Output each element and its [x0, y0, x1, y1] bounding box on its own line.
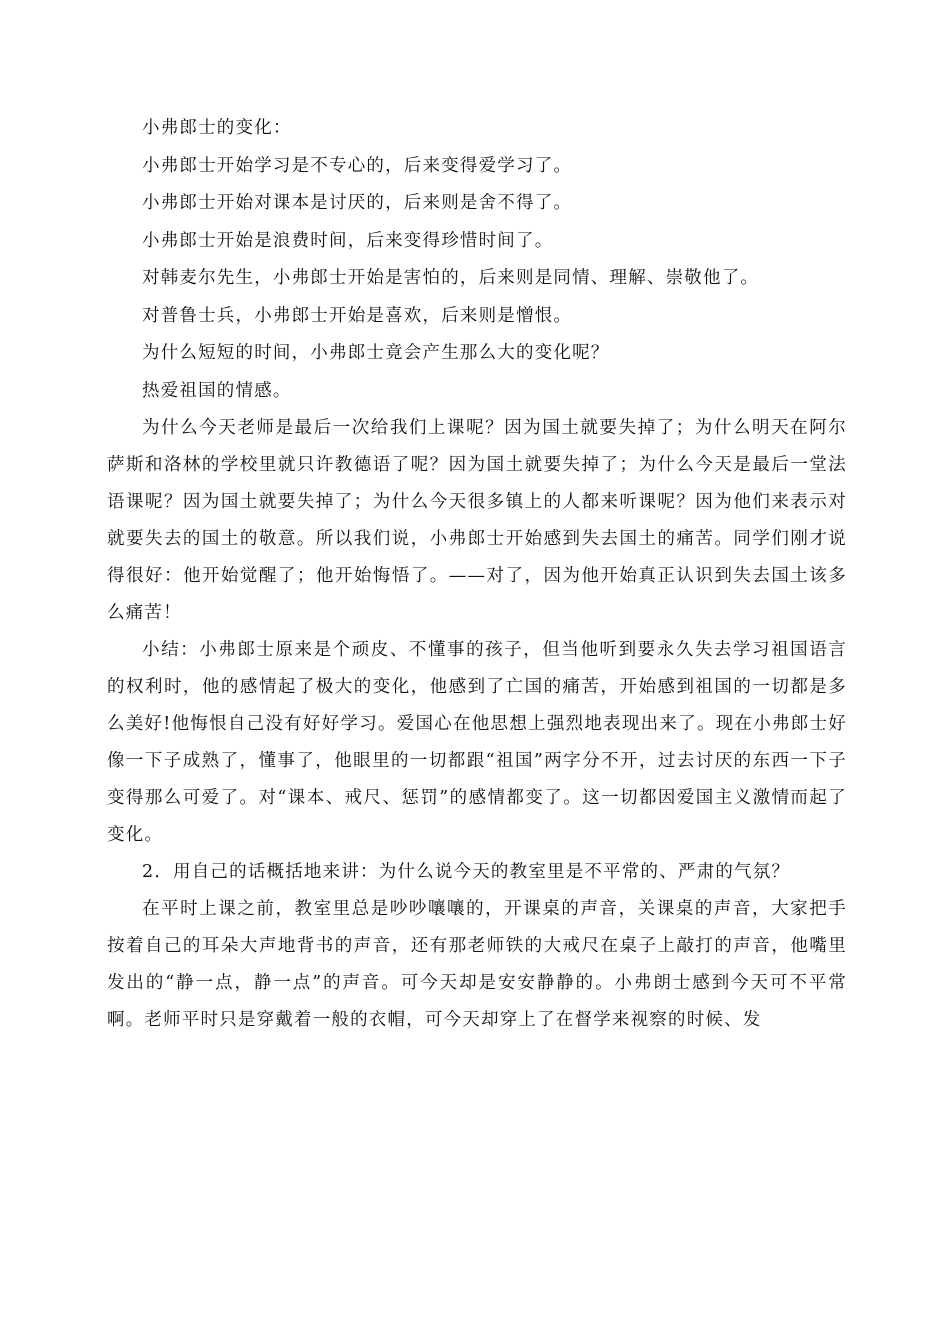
- paragraph-change-study: 小弗郎士开始学习是不专心的，后来变得爱学习了。: [142, 155, 573, 176]
- paragraph-heading-changes: 小弗郎士的变化：: [142, 118, 292, 138]
- paragraph-change-soldiers: 对普鲁士兵，小弗郎士开始是喜欢，后来则是憎恨。: [142, 305, 573, 326]
- paragraph-change-teacher: 对韩麦尔先生，小弗郎士开始是害怕的，后来则是同情、理解、崇敬他了。: [142, 268, 760, 288]
- paragraph-question-2: 2．用自己的话概括地来讲：为什么说今天的教室里是不平常的、严肃的气氛？: [142, 862, 791, 882]
- paragraph-explanation: 为什么今天老师是最后一次给我们上课呢？因为国土就要失掉了；为什么明天在阿尔萨斯和洛林的学校里就只许教德语了呢？因为国土就要失掉了；为什么今天是最后一堂法语课呢？因为国土就要失掉了；为什么今天很多镇上的人都来听课呢？因为他们来表示对就要失去的国土的敬意。所以我们说，小弗郎士开始感到失去国土的痛苦。同学们刚才说得很好：他开始觉醒了；他开始悔悟了。——对了，因为他开始真正认识到失去国土该多么痛苦！: [107, 418, 847, 623]
- document-body: [107, 110, 847, 1039]
- paragraph-answer-patriotism: 热爱祖国的情感。: [142, 380, 292, 401]
- paragraph-classroom-description: 在平时上课之前，教室里总是吵吵嚷嚷的，开课桌的声音，关课桌的声音，大家把手按着自己的耳朵大声地背书的声音，还有那老师铁的大戒尺在桌子上敲打的声音，他嘴里发出的“静一点，静一点”的声音。可今天却是安安静静的。小弗朗士感到今天可不平常啊。老师平时只是穿戴着一般的衣帽，可今天却穿上了在督学来视察的时候、发: [107, 899, 847, 1030]
- paragraph-summary: 小结：小弗郎士原来是个顽皮、不懂事的孩子，但当他听到要永久失去学习祖国语言的权利时，他的感情起了极大的变化，他感到了亡国的痛苦，开始感到祖国的一切都是多么美好!他悔恨自己没有好好学习。爱国心在他思想上强烈地表现出来了。现在小弗郎士好像一下子成熟了，懂事了，他眼里的一切都跟“祖国”两字分不开，过去讨厌的东西一下子变得那么可爱了。对“课本、戒尺、惩罚”的感情都变了。这一切都因爱国主义激情而起了变化。: [107, 640, 847, 845]
- paragraph-question-why: 为什么短短的时间，小弗郎士竟会产生那么大的变化呢？: [142, 343, 610, 363]
- paragraph-change-textbook: 小弗郎士开始对课本是讨厌的，后来则是舍不得了。: [142, 193, 573, 213]
- paragraph-change-time: 小弗郎士开始是浪费时间，后来变得珍惜时间了。: [142, 230, 554, 251]
